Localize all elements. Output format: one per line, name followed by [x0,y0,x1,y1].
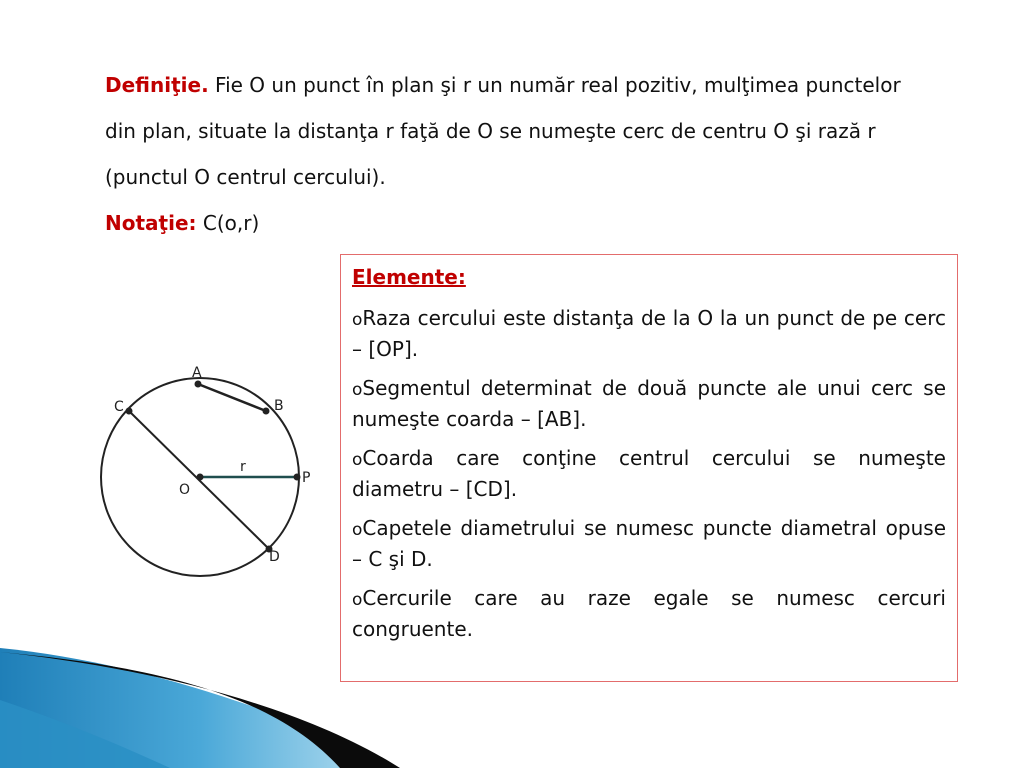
element-text: Cercurile care au raze egale se numesc cercuri congruente. [352,586,946,641]
bullet-icon: o [352,450,363,470]
definition-text: Fie O un punct în plan şi r un număr real pozitiv, mulţimea punctelor din plan, situate la distanţa r faţă de O se numeşte cerc de centru O şi rază r (punctul O centrul cercului). [105,73,901,189]
label-p: P [302,470,311,486]
definition-label: Definiţie. [105,73,209,97]
element-text: Coarda care conţine centrul cercului se numeşte diametru – [CD]. [352,446,946,501]
notation-value: C(o,r) [196,211,260,235]
element-text: Raza cercului este distanţa de la O la un punct de pe cerc – [OP]. [352,306,946,361]
label-b: B [274,398,284,414]
bullet-icon: o [352,380,363,400]
bullet-icon: o [352,590,363,610]
elements-title: Elemente: [352,265,466,289]
element-text: Segmentul determinat de două puncte ale unui cerc se numeşte coarda – [AB]. [352,376,946,431]
label-d: D [269,549,280,565]
element-text: Capetele diametrului se numesc puncte diametral opuse – C şi D. [352,516,946,571]
notation-label: Notaţie: [105,211,197,235]
label-c: C [114,399,124,415]
bullet-icon: o [352,520,363,540]
label-a: A [192,365,202,381]
label-o: O [179,482,191,498]
bullet-icon: o [352,310,363,330]
label-r: r [240,459,246,475]
